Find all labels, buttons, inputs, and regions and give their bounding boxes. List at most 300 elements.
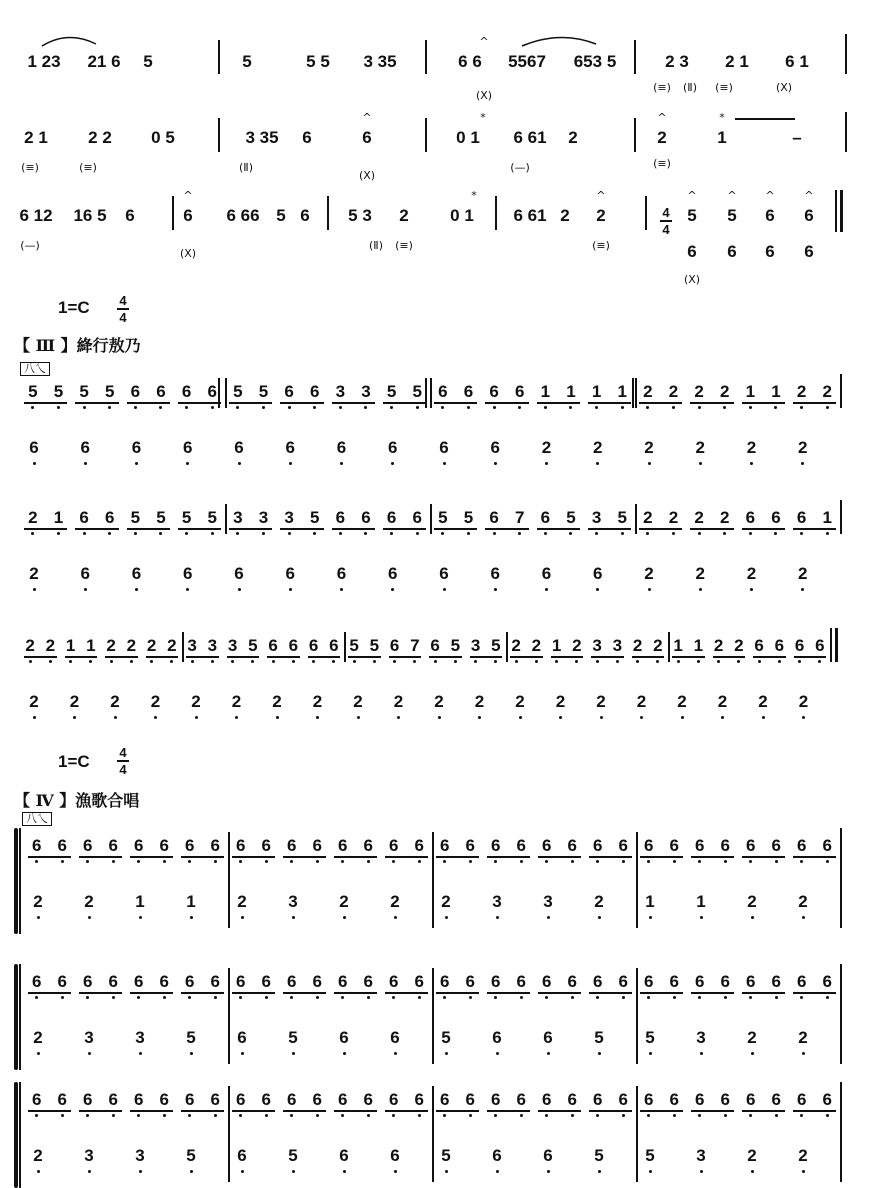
beam-line	[283, 992, 326, 994]
note: 6	[388, 438, 398, 457]
note: 6	[492, 1028, 502, 1047]
octave-dot	[672, 532, 675, 535]
note: 2	[474, 692, 485, 711]
note: 3	[492, 892, 502, 911]
note: 2	[441, 892, 451, 911]
octave-dot	[416, 406, 419, 409]
time-sig-den: 4	[119, 761, 127, 777]
note: 6	[29, 438, 39, 457]
note: 6	[797, 972, 807, 991]
note: 6	[287, 1090, 297, 1109]
note: 6	[131, 438, 142, 457]
note: 2	[84, 892, 94, 911]
octave-dot	[545, 462, 548, 465]
barline	[840, 190, 843, 232]
note: 6	[389, 972, 399, 991]
note: 1	[86, 636, 96, 655]
star-mark: *	[480, 111, 486, 124]
octave-dot	[241, 1170, 244, 1173]
octave-dot	[545, 860, 548, 863]
beam-line	[332, 528, 375, 530]
note: 6	[156, 382, 166, 401]
note: 6	[491, 836, 501, 855]
octave-dot	[88, 1170, 91, 1173]
beam-line	[436, 1110, 479, 1112]
note: 1	[717, 128, 727, 147]
note: 6	[541, 564, 552, 583]
beam-line	[436, 992, 479, 994]
octave-dot	[353, 660, 356, 663]
octave-dot	[698, 860, 701, 863]
octave-dot	[598, 1170, 601, 1173]
accent-mark: ^	[727, 189, 737, 202]
note: 6	[644, 836, 654, 855]
time-sig-num: 4	[119, 293, 127, 308]
octave-dot	[434, 660, 437, 663]
beam-line	[691, 1110, 734, 1112]
octave-dot	[596, 996, 599, 999]
beam-line	[389, 656, 422, 658]
note: 6	[430, 636, 440, 655]
beam-line	[485, 528, 528, 530]
note: 6	[687, 242, 697, 261]
note: 2	[28, 508, 38, 527]
octave-dot	[33, 588, 36, 591]
note: 6	[746, 972, 756, 991]
slur-mark	[520, 34, 600, 48]
octave-dot	[134, 406, 137, 409]
note: 6	[414, 836, 424, 855]
note: 3	[288, 892, 298, 911]
note: 6	[720, 836, 730, 855]
note: 3	[612, 636, 623, 655]
note: 16 5	[73, 206, 107, 225]
note: 2	[353, 692, 363, 711]
note: 6 66	[226, 206, 260, 225]
note: 2	[593, 438, 603, 457]
note: 6	[771, 972, 781, 991]
beam-line	[28, 1110, 71, 1112]
note: 2	[798, 564, 808, 583]
note: 6	[335, 508, 346, 527]
octave-dot	[49, 660, 52, 663]
octave-dot	[112, 860, 115, 863]
note: 6	[108, 972, 118, 991]
barline	[634, 40, 636, 74]
note: 6	[159, 1090, 169, 1109]
barline	[19, 964, 21, 1070]
octave-dot	[163, 1114, 166, 1117]
octave-dot	[289, 462, 292, 465]
octave-dot	[677, 660, 680, 663]
note: 6	[57, 972, 67, 991]
barline	[845, 112, 847, 152]
beam-line	[793, 992, 836, 994]
beam-line	[178, 528, 221, 530]
note: 3	[187, 636, 197, 655]
note: 6	[80, 438, 90, 457]
octave-dot	[88, 1052, 91, 1055]
beam-line	[487, 856, 530, 858]
octave-dot	[241, 916, 244, 919]
barline	[432, 832, 434, 928]
note: 1	[186, 892, 196, 911]
note: 6	[83, 972, 93, 991]
note: 6	[746, 836, 756, 855]
note: 6	[669, 1090, 679, 1109]
octave-dot	[571, 996, 574, 999]
note: 2	[734, 636, 744, 655]
octave-dot	[340, 462, 343, 465]
barline	[634, 118, 636, 152]
octave-dot	[188, 860, 191, 863]
note: 3	[227, 636, 238, 655]
octave-dot	[494, 588, 497, 591]
note: 1	[645, 892, 655, 911]
beam-line	[538, 856, 581, 858]
octave-dot	[188, 996, 191, 999]
beam-line	[28, 856, 71, 858]
beam-line	[713, 656, 746, 658]
octave-dot	[571, 860, 574, 863]
accent-mark: ^	[362, 111, 372, 124]
note: 6	[746, 1090, 756, 1109]
accent-mark: ^	[765, 189, 775, 202]
note: 6	[312, 972, 322, 991]
barline	[430, 378, 432, 408]
note: 6	[815, 636, 825, 655]
note: 1	[540, 382, 551, 401]
note: 2 2	[88, 128, 112, 147]
beam-line	[793, 856, 836, 858]
note: 6	[237, 1146, 247, 1165]
note: 6	[438, 382, 448, 401]
note: 2	[231, 692, 242, 711]
octave-dot	[373, 660, 376, 663]
note: 6	[796, 508, 807, 527]
octave-dot	[571, 1114, 574, 1117]
note: 5	[491, 636, 501, 655]
octave-dot	[139, 1170, 142, 1173]
note: 2	[572, 636, 582, 655]
octave-dot	[802, 1052, 805, 1055]
note: 6	[183, 206, 193, 225]
octave-dot	[262, 406, 265, 409]
accent-mark: ^	[687, 189, 697, 202]
octave-dot	[341, 996, 344, 999]
note: 6	[300, 206, 310, 225]
beam-line	[632, 656, 665, 658]
note: 6	[567, 972, 577, 991]
tremolo-mark: (X)	[775, 81, 793, 94]
key-signature: 1=C	[58, 752, 90, 771]
beam-line	[385, 856, 428, 858]
note: 3	[696, 1028, 706, 1047]
barline	[840, 500, 842, 534]
octave-dot	[367, 996, 370, 999]
octave-dot	[758, 660, 761, 663]
note: 3	[258, 508, 269, 527]
barline	[835, 190, 837, 232]
note: 6	[134, 1090, 144, 1109]
octave-dot	[341, 1114, 344, 1117]
octave-dot	[394, 1170, 397, 1173]
beam-line	[793, 402, 836, 404]
note: 2	[399, 206, 409, 225]
note: 6	[336, 438, 347, 457]
beam-line	[178, 402, 221, 404]
octave-dot	[750, 462, 753, 465]
beam-line	[229, 402, 272, 404]
barline	[835, 628, 838, 662]
octave-dot	[265, 1114, 268, 1117]
octave-dot	[290, 1114, 293, 1117]
beam-line	[794, 656, 827, 658]
note: 6	[183, 438, 193, 457]
beam-line	[470, 656, 503, 658]
octave-dot	[239, 996, 242, 999]
octave-dot	[88, 916, 91, 919]
note: 6	[363, 972, 373, 991]
note: 6	[83, 836, 93, 855]
note: 2	[106, 636, 116, 655]
note: 6	[567, 1090, 577, 1109]
note: 5	[463, 508, 474, 527]
octave-dot	[749, 996, 752, 999]
note: 3	[84, 1146, 94, 1165]
paren-mark: (≡)	[592, 239, 610, 252]
instrument-box-label: 八乀	[22, 812, 52, 826]
octave-dot	[191, 660, 194, 663]
note: 3	[335, 382, 346, 401]
note: 6	[669, 836, 679, 855]
note: 6	[797, 1090, 807, 1109]
note: 5	[53, 382, 64, 401]
note: 6	[618, 1090, 628, 1109]
barline	[225, 378, 227, 408]
accent-mark: ^	[657, 111, 667, 124]
note: 2	[45, 636, 56, 655]
beam-line	[232, 856, 275, 858]
note: 3 35	[363, 52, 397, 71]
note: 6	[336, 564, 347, 583]
octave-dot	[699, 462, 702, 465]
note: 6	[236, 1090, 246, 1109]
beam-line	[510, 656, 543, 658]
note: 6	[338, 1090, 348, 1109]
note: 2 3	[665, 52, 689, 71]
octave-dot	[239, 860, 242, 863]
note: 5	[349, 636, 359, 655]
note: 2	[150, 692, 161, 711]
octave-dot	[802, 916, 805, 919]
note: 2	[596, 206, 606, 225]
note: 5 3	[348, 206, 372, 225]
note: 1	[696, 892, 706, 911]
barline	[645, 196, 647, 230]
note: 6	[771, 508, 781, 527]
octave-dot	[467, 406, 470, 409]
octave-dot	[596, 860, 599, 863]
note: 6	[644, 972, 654, 991]
octave-dot	[647, 860, 650, 863]
octave-dot	[454, 660, 457, 663]
note: 6	[236, 972, 246, 991]
paren-mark: (Ⅱ)	[239, 161, 253, 174]
beam-line	[383, 402, 426, 404]
octave-dot	[469, 1114, 472, 1117]
octave-dot	[443, 1114, 446, 1117]
note: 2	[511, 636, 521, 655]
note: 6	[130, 382, 141, 401]
note: 2	[798, 1028, 808, 1047]
beam-line	[537, 402, 580, 404]
octave-dot	[211, 660, 214, 663]
note: 5	[441, 1028, 451, 1047]
note: 6	[309, 382, 320, 401]
barline	[635, 378, 637, 408]
octave-dot	[544, 406, 547, 409]
octave-dot	[394, 1052, 397, 1055]
barline	[19, 828, 21, 934]
note: 2	[796, 382, 807, 401]
beam-line	[434, 402, 477, 404]
octave-dot	[697, 660, 700, 663]
note: 2	[668, 508, 679, 527]
octave-dot	[640, 716, 643, 719]
note: 6	[543, 1028, 553, 1047]
beam-line	[742, 402, 785, 404]
note: 5	[727, 206, 737, 225]
note: 6	[134, 836, 144, 855]
beam-line	[79, 992, 122, 994]
beam-line	[434, 528, 477, 530]
note: 5	[104, 382, 115, 401]
note: 6	[414, 972, 424, 991]
paren-mark: (≡)	[79, 161, 97, 174]
note: 5567	[508, 52, 546, 71]
note: 5	[233, 382, 243, 401]
beam-line	[589, 992, 632, 994]
octave-dot	[802, 716, 805, 719]
note: 6	[516, 972, 526, 991]
note: 6	[183, 564, 193, 583]
note: 5	[309, 508, 320, 527]
octave-dot	[596, 1114, 599, 1117]
octave-dot	[520, 996, 523, 999]
octave-dot	[443, 462, 446, 465]
octave-dot	[392, 860, 395, 863]
octave-dot	[112, 996, 115, 999]
note: 5	[566, 508, 576, 527]
octave-dot	[698, 1114, 701, 1117]
note: 3	[543, 892, 553, 911]
note: 6	[516, 1090, 526, 1109]
note: 6	[542, 972, 552, 991]
note: 5	[617, 508, 627, 527]
note: 0 5	[151, 128, 175, 147]
octave-dot	[112, 1114, 115, 1117]
octave-dot	[493, 532, 496, 535]
note: 6	[57, 1090, 67, 1109]
beam-line	[383, 528, 426, 530]
octave-dot	[290, 860, 293, 863]
beam-line	[691, 992, 734, 994]
note: 2	[191, 692, 201, 711]
beam-line	[538, 1110, 581, 1112]
barline	[425, 118, 427, 152]
octave-dot	[35, 1114, 38, 1117]
note: 2	[560, 206, 570, 225]
octave-dot	[392, 1114, 395, 1117]
octave-dot	[343, 1170, 346, 1173]
beam-line	[24, 656, 57, 658]
octave-dot	[494, 1114, 497, 1117]
note: 2	[636, 692, 647, 711]
beam-line	[588, 402, 631, 404]
octave-dot	[238, 588, 241, 591]
system-brace	[14, 964, 18, 1070]
note: 3	[696, 1146, 706, 1165]
beam-line	[591, 656, 624, 658]
note: 6	[727, 242, 737, 261]
octave-dot	[749, 532, 752, 535]
note: 5	[186, 1028, 196, 1047]
octave-dot	[826, 406, 829, 409]
note: 6	[131, 564, 142, 583]
octave-dot	[265, 860, 268, 863]
beam-line	[334, 856, 377, 858]
note: 6	[644, 1090, 654, 1109]
note: 1	[135, 892, 145, 911]
note: 3	[361, 382, 371, 401]
time-sig-num: 4	[119, 745, 127, 760]
octave-dot	[622, 1114, 625, 1117]
note: 6	[210, 972, 220, 991]
octave-dot	[163, 996, 166, 999]
note: 6	[32, 836, 42, 855]
octave-dot	[467, 532, 470, 535]
note: 6 1	[785, 52, 809, 71]
note: 5	[156, 508, 166, 527]
barline	[830, 628, 832, 662]
octave-dot	[535, 660, 538, 663]
note: 1	[822, 508, 832, 527]
accent-mark: ^	[183, 189, 193, 202]
octave-dot	[443, 996, 446, 999]
octave-dot	[292, 660, 295, 663]
octave-dot	[316, 996, 319, 999]
octave-dot	[343, 1052, 346, 1055]
octave-dot	[778, 660, 781, 663]
note: 6	[822, 972, 832, 991]
octave-dot	[775, 860, 778, 863]
octave-dot	[496, 916, 499, 919]
note: 2	[29, 564, 39, 583]
octave-dot	[135, 588, 138, 591]
octave-dot	[288, 406, 291, 409]
note: 6	[285, 438, 295, 457]
octave-dot	[83, 406, 86, 409]
octave-dot	[802, 1170, 805, 1173]
octave-dot	[749, 1114, 752, 1117]
note: 6	[745, 508, 756, 527]
beam-line	[385, 1110, 428, 1112]
octave-dot	[418, 996, 421, 999]
beam-line	[742, 528, 785, 530]
beam-line	[267, 656, 300, 658]
barline	[636, 968, 638, 1064]
